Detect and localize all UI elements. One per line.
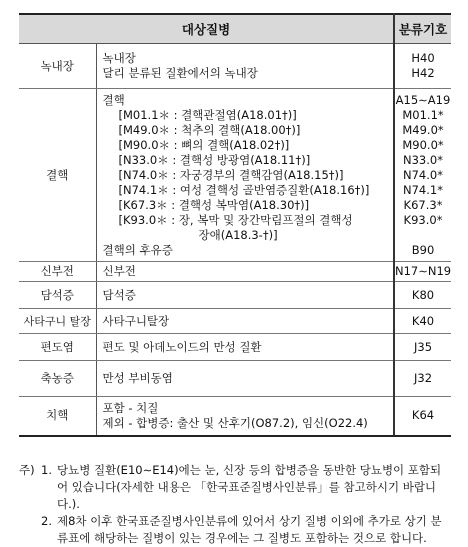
code-line: B90 [411,242,435,257]
code-cell: K80 [394,282,451,309]
code-line: M49.0* [402,122,444,137]
disease-line: [K93.0＊ : 장, 복막 및 장간막림프절의 결핵성 [118,212,353,227]
category-cell: 편도염 [19,334,96,361]
table-row [19,282,451,309]
disease-line: [M90.0＊ : 뼈의 결핵(A18.02†)] [118,137,290,152]
code-line: N33.0* [403,152,443,167]
code-line [395,228,451,243]
footnote-item [41,513,451,547]
footnote-item [41,462,451,513]
code-line: K93.0* [403,212,443,227]
footnotes [19,462,451,547]
footnote-prefix: 주) [19,463,35,477]
disease-cell [96,44,394,89]
disease-cell: 만성 부비동염 [96,361,394,397]
disease-line: 결핵의 후유증 [102,242,173,257]
disease-line: [N74.1＊ : 여성 결핵성 골반염증질환(A18.16†)] [118,182,370,197]
category-cell: 담석증 [19,282,96,309]
table-row [19,361,451,397]
category-cell: 축농증 [19,361,96,397]
category-cell: 결핵 [19,89,96,262]
disease-cell [96,397,394,436]
disease-line: [M49.0＊ : 척추의 결핵(A18.00†)] [118,122,301,137]
footnote-text: 당뇨병 질환(E10∼E14)에는 눈, 신장 등의 합병증을 동반한 당뇨병이 포함되어 있습니다(자세한 내용은 「한국표준질병사인분류」를 참고하시기 바랍니다.). [57,463,442,511]
disease-line: 포함 - 치질 [102,400,159,415]
disease-line: [N74.0＊ : 자궁경부의 결핵감염(A18.15†)] [118,167,344,182]
table-row [19,44,451,89]
disease-cell: 신부전 [96,262,394,282]
code-cell: J35 [394,334,451,361]
table-header-row [19,14,451,44]
category-cell: 녹내장 [19,44,96,89]
code-line: H42 [411,66,435,80]
disease-line: [K67.3＊ : 결핵성 복막염(A18.30†)] [118,197,310,212]
disease-table [19,13,451,437]
code-line: H40 [411,51,435,65]
disease-line: [M01.1＊ : 결핵관절염(A18.01†)] [118,107,297,122]
code-cell: K40 [394,309,451,334]
disease-line: 장애(A18.3-†)] [198,227,278,242]
category-cell: 사타구니 탈장 [19,309,96,334]
footnote-number: 1. [41,463,52,477]
code-cell: K64 [394,397,451,436]
footnote-list [19,462,451,547]
category-cell: 치핵 [19,397,96,436]
disease-line: 결핵 [102,92,125,107]
disease-line: 녹내장 [102,51,136,65]
table-row [19,397,451,436]
disease-cell: 담석증 [96,282,394,309]
header-disease: 대상질병 [19,14,394,44]
code-line: K67.3* [403,197,443,212]
disease-line: [N33.0＊ : 결핵성 방광염(A18.11†)] [118,152,311,167]
code-cell: J32 [394,361,451,397]
code-line: N74.0* [403,167,443,182]
table-row [19,309,451,334]
disease-line: 제외 - 합병증: 출산 및 산후기(O87.2), 임신(O22.4) [102,415,368,430]
code-line: A15∼A19 [395,92,451,107]
code-line: M90.0* [402,137,444,152]
table-row [19,334,451,361]
table-row [19,262,451,282]
disease-cell: 편도 및 아데노이드의 만성 질환 [96,334,394,361]
code-cell [394,89,451,262]
footnote-number: 2. [41,514,52,528]
disease-cell: 사타구니탈장 [96,309,394,334]
code-line: M01.1* [402,107,444,122]
code-cell: N17∼N19 [394,262,451,282]
footnote-text: 제8차 이후 한국표준질병사인분류에 있어서 상기 질병 이외에 추가로 상기 분류표에 해당하는 질병이 있는 경우에는 그 질병도 포함하는 것으로 합니다. [57,514,442,545]
code-cell [394,44,451,89]
header-code: 분류기호 [394,14,451,44]
disease-cell [96,89,394,262]
category-cell: 신부전 [19,262,96,282]
table-row [19,89,451,262]
code-line: N74.1* [403,182,443,197]
disease-line: 달리 분류된 질환에서의 녹내장 [102,66,258,80]
